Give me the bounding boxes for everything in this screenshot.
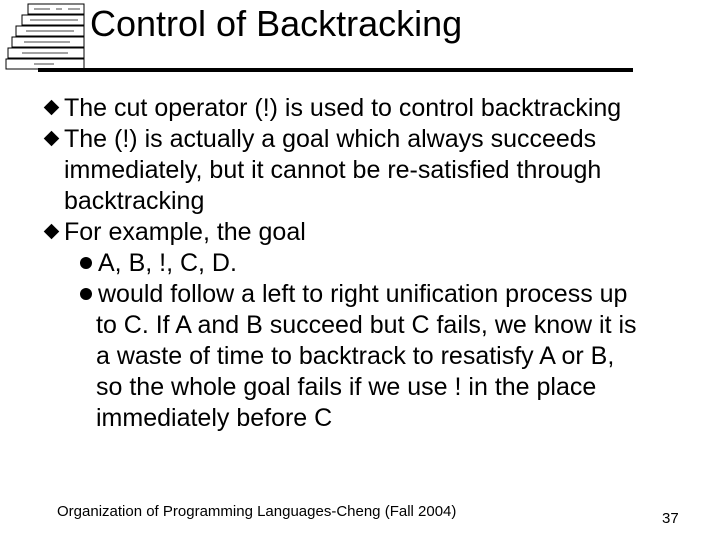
diamond-bullet-icon [44, 100, 60, 116]
diamond-bullet-icon [44, 224, 60, 240]
round-bullet-icon [80, 288, 92, 300]
sub-bullet-continuation: immediately before C [96, 404, 333, 432]
sub-bullet-text: would follow a left to right unification process up [98, 280, 628, 308]
round-bullet-icon [80, 257, 92, 269]
bullet-text: The cut operator (!) is used to control backtracking [64, 94, 622, 122]
slide-footer: Organization of Programming Languages-Cheng (Fall 2004) [57, 503, 457, 520]
title-divider [38, 68, 633, 72]
bullet-continuation: immediately, but it cannot be re-satisfied through [64, 156, 602, 184]
sub-bullet-text: A, B, !, C, D. [98, 249, 237, 277]
sub-bullet-continuation: to C. If A and B succeed but C fails, we know it is [96, 311, 637, 339]
sub-bullet-continuation: so the whole goal fails if we use ! in the place [96, 373, 597, 401]
bullet-continuation: backtracking [64, 187, 205, 215]
slide-title: Control of Backtracking [90, 3, 463, 44]
bullet-text: For example, the goal [64, 218, 306, 246]
page-number: 37 [662, 510, 679, 527]
bullet-text: The (!) is actually a goal which always succeeds [64, 125, 597, 153]
course-logo-pyramid [4, 2, 88, 74]
sub-bullet-continuation: a waste of time to backtrack to resatisfy A or B, [96, 342, 615, 370]
diamond-bullet-icon [44, 131, 60, 147]
